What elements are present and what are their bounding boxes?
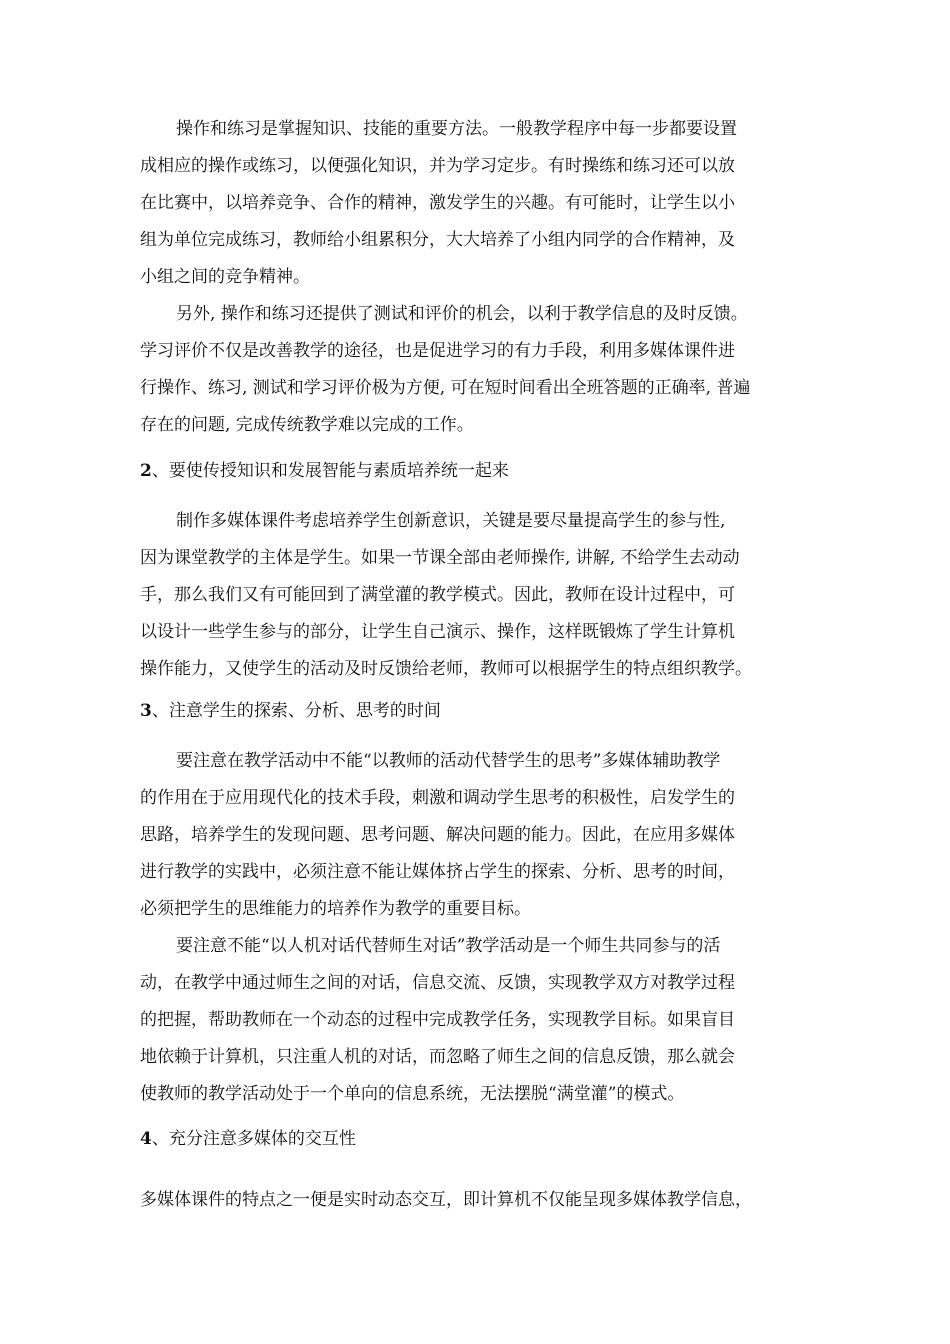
text-line: 的作用在于应用现代化的技术手段，刺激和调动学生思考的积极性，启发学生的 — [140, 788, 735, 808]
heading-number: 3 — [140, 701, 152, 721]
text-line: 学习评价不仅是改善教学的途径，也是促进学习的有力手段，利用多媒体课件进 — [140, 341, 735, 361]
heading-text: 、注意学生的探索、分析、思考的时间 — [151, 701, 441, 721]
text-line: 制作多媒体课件考虑培养学生创新意识，关键是要尽量提高学生的参与性, — [176, 511, 726, 531]
text-line: 另外, 操作和练习还提供了测试和评价的机会，以利于教学信息的及时反馈。 — [176, 304, 748, 324]
heading-text: 、要使传授知识和发展智能与素质培养统一起来 — [151, 461, 509, 481]
paragraph-participation — [140, 503, 825, 688]
text-line: 进行教学的实践中，必须注意不能让媒体挤占学生的探索、分析、思考的时间， — [140, 862, 735, 882]
paragraph-evaluation — [140, 296, 825, 444]
section-heading-3 — [140, 696, 825, 726]
text-line: 存在的问题, 完成传统教学难以完成的工作。 — [140, 415, 474, 435]
text-line: 以设计一些学生参与的部分，让学生自己演示、操作，这样既锻炼了学生计算机 — [140, 622, 735, 642]
heading-number: 4 — [140, 1129, 152, 1149]
paragraph-interactivity — [140, 1182, 825, 1219]
text-line: 多媒体课件的特点之一便是实时动态交互，即计算机不仅能呈现多媒体教学信息， — [140, 1190, 752, 1210]
text-line: 成相应的操作或练习，以便强化知识，并为学习定步。有时操练和练习还可以放 — [140, 156, 735, 176]
text-line: 操作和练习是掌握知识、技能的重要方法。一般教学程序中每一步都要设置 — [176, 119, 737, 139]
text-line: 操作能力，又使学生的活动及时反馈给老师，教师可以根据学生的特点组织教学。 — [140, 659, 752, 679]
text-line: 使教师的教学活动处于一个单向的信息系统，无法摆脱“满堂灌”的模式。 — [140, 1084, 685, 1104]
text-line: 手，那么我们又有可能回到了满堂灌的教学模式。因此，教师在设计过程中，可 — [140, 585, 735, 605]
paragraph-thinking-time — [140, 743, 825, 928]
paragraph-dialogue — [140, 928, 825, 1113]
text-line: 思路，培养学生的发现问题、思考问题、解决问题的能力。因此，在应用多媒体 — [140, 825, 735, 845]
heading-number: 2 — [140, 461, 152, 481]
text-line: 行操作、练习, 测试和学习评价极为方便, 可在短时间看出全班答题的正确率, 普遍 — [140, 378, 751, 398]
section-heading-2 — [140, 456, 825, 486]
text-line: 要注意在教学活动中不能“以教师的活动代替学生的思考”多媒体辅助教学 — [176, 751, 721, 771]
text-line: 小组之间的竞争精神。 — [140, 267, 310, 287]
paragraph-practice — [140, 111, 825, 296]
text-line: 因为课堂教学的主体是学生。如果一节课全部由老师操作, 讲解, 不给学生去动动 — [140, 548, 740, 568]
text-line: 要注意不能“以人机对话代替师生对话”教学活动是一个师生共同参与的活 — [176, 936, 721, 956]
text-line: 动，在教学中通过师生之间的对话，信息交流、反馈，实现教学双方对教学过程 — [140, 973, 735, 993]
heading-text: 、充分注意多媒体的交互性 — [151, 1129, 356, 1149]
text-line: 的把握，帮助教师在一个动态的过程中完成教学任务，实现教学目标。如果盲目 — [140, 1010, 735, 1030]
section-heading-4 — [140, 1124, 825, 1154]
text-line: 地依赖于计算机，只注重人机的对话，而忽略了师生之间的信息反馈，那么就会 — [140, 1047, 735, 1067]
text-line: 必须把学生的思维能力的培养作为教学的重要目标。 — [140, 899, 531, 919]
text-line: 组为单位完成练习，教师给小组累积分，大大培养了小组内同学的合作精神，及 — [140, 230, 735, 250]
text-line: 在比赛中，以培养竞争、合作的精神，激发学生的兴趣。有可能时，让学生以小 — [140, 193, 735, 213]
